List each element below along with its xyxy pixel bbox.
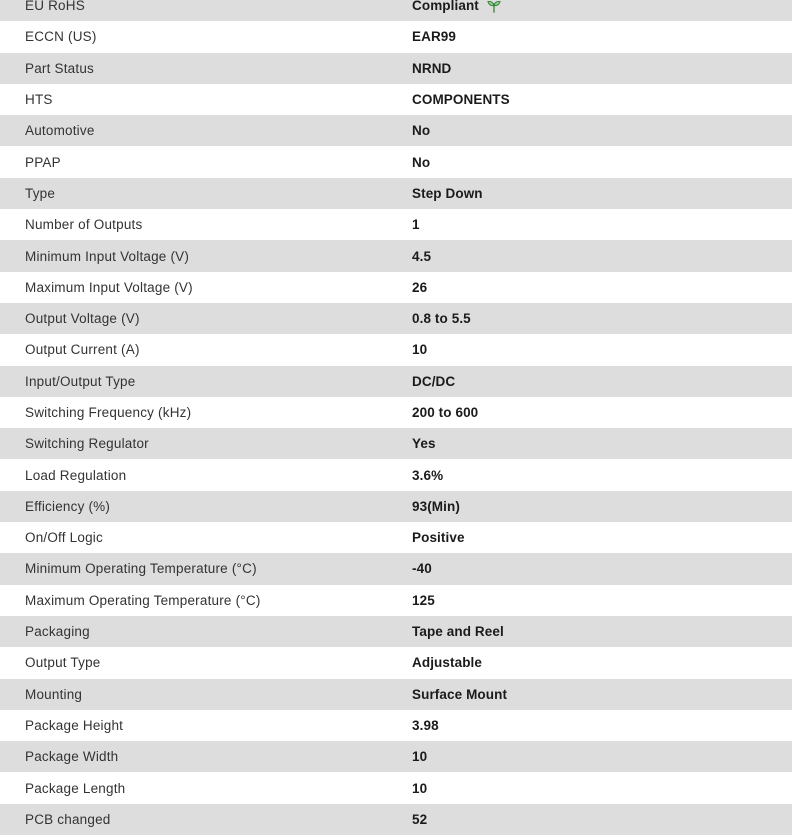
spec-value-cell	[412, 687, 792, 702]
spec-row	[0, 240, 792, 271]
spec-row	[0, 115, 792, 146]
spec-value: Step Down	[412, 185, 483, 201]
spec-value: 3.98	[412, 717, 439, 733]
spec-value-cell	[412, 0, 792, 13]
spec-row	[0, 679, 792, 710]
spec-label: Mounting	[25, 686, 83, 702]
spec-row	[0, 366, 792, 397]
spec-value-cell	[412, 123, 792, 138]
spec-label: Output Current (A)	[25, 342, 140, 358]
spec-value-cell	[412, 405, 792, 420]
spec-row	[0, 397, 792, 428]
spec-label: Output Voltage (V)	[25, 311, 140, 327]
spec-value-cell	[412, 593, 792, 608]
spec-row	[0, 616, 792, 647]
spec-value-cell	[412, 468, 792, 483]
spec-row	[0, 804, 792, 835]
spec-label: Load Regulation	[25, 467, 127, 483]
spec-value: NRND	[412, 60, 452, 76]
spec-value: Tape and Reel	[412, 624, 504, 640]
spec-label: Package Length	[25, 780, 126, 796]
spec-value: 125	[412, 592, 435, 608]
spec-label: PCB changed	[25, 811, 111, 827]
spec-value: No	[412, 123, 431, 139]
spec-row	[0, 710, 792, 741]
spec-value-cell	[412, 561, 792, 576]
spec-value-cell	[412, 499, 792, 514]
spec-value-cell	[412, 530, 792, 545]
spec-row	[0, 553, 792, 584]
spec-label: Package Width	[25, 749, 119, 765]
spec-value-cell	[412, 812, 792, 827]
spec-value: 1	[412, 217, 420, 233]
spec-value-cell	[412, 624, 792, 639]
spec-label: Number of Outputs	[25, 217, 143, 233]
spec-row	[0, 491, 792, 522]
rohs-leaf-icon	[487, 0, 501, 13]
spec-value-cell	[412, 280, 792, 295]
spec-label: On/Off Logic	[25, 530, 103, 546]
spec-label: EU RoHS	[25, 0, 85, 14]
spec-value-cell	[412, 155, 792, 170]
spec-label: Efficiency (%)	[25, 498, 111, 514]
spec-label: Type	[25, 185, 56, 201]
spec-row	[0, 53, 792, 84]
spec-row	[0, 178, 792, 209]
spec-row	[0, 459, 792, 490]
spec-value: 200 to 600	[412, 405, 479, 420]
spec-value: Compliant	[412, 0, 479, 14]
spec-label: Part Status	[25, 60, 94, 76]
spec-row	[0, 772, 792, 803]
spec-value: Yes	[412, 436, 436, 452]
spec-row	[0, 428, 792, 459]
spec-value: 3.6%	[412, 467, 444, 483]
spec-row	[0, 741, 792, 772]
spec-label: Minimum Input Voltage (V)	[25, 248, 190, 264]
spec-value-cell	[412, 655, 792, 670]
spec-value: 10	[412, 342, 428, 358]
spec-value: Adjustable	[412, 655, 483, 671]
spec-row	[0, 84, 792, 115]
spec-label: Input/Output Type	[25, 373, 136, 389]
spec-value-cell	[412, 781, 792, 796]
spec-value: Surface Mount	[412, 686, 508, 702]
spec-value: DC/DC	[412, 373, 456, 389]
spec-label: Switching Frequency (kHz)	[25, 405, 192, 420]
spec-value-cell	[412, 342, 792, 357]
spec-value: 10	[412, 780, 428, 796]
spec-value: 10	[412, 749, 428, 765]
spec-value: Positive	[412, 530, 465, 546]
spec-row	[0, 209, 792, 240]
spec-value: 52	[412, 811, 428, 827]
spec-value: No	[412, 154, 431, 170]
spec-value: EAR99	[412, 29, 457, 45]
spec-value: -40	[412, 561, 432, 577]
spec-value-cell	[412, 374, 792, 389]
spec-label: Package Height	[25, 717, 124, 733]
spec-value-cell	[412, 749, 792, 764]
spec-row	[0, 0, 792, 21]
spec-label: PPAP	[25, 154, 61, 170]
spec-value-cell	[412, 61, 792, 76]
spec-row	[0, 334, 792, 365]
spec-value: 4.5	[412, 248, 432, 264]
spec-row	[0, 303, 792, 334]
spec-label: Automotive	[25, 123, 95, 139]
spec-value: 0.8 to 5.5	[412, 311, 471, 327]
spec-label: Switching Regulator	[25, 436, 149, 452]
spec-label: Maximum Operating Temperature (°C)	[25, 592, 261, 608]
spec-label: Minimum Operating Temperature (°C)	[25, 561, 257, 577]
spec-value-cell	[412, 311, 792, 326]
spec-value-cell	[412, 92, 792, 107]
spec-row	[0, 21, 792, 52]
spec-value: 26	[412, 279, 428, 295]
spec-label: Output Type	[25, 655, 101, 671]
spec-value: COMPONENTS	[412, 92, 510, 108]
spec-row	[0, 146, 792, 177]
spec-value-cell	[412, 186, 792, 201]
spec-value-cell	[412, 718, 792, 733]
spec-value-cell	[412, 436, 792, 451]
spec-value: 93(Min)	[412, 498, 460, 514]
spec-label: Packaging	[25, 624, 90, 640]
spec-value-cell	[412, 29, 792, 44]
spec-label: HTS	[25, 92, 53, 108]
spec-row	[0, 522, 792, 553]
spec-label: ECCN (US)	[25, 29, 97, 45]
spec-row	[0, 647, 792, 678]
spec-value-cell	[412, 249, 792, 264]
spec-row	[0, 585, 792, 616]
spec-label: Maximum Input Voltage (V)	[25, 279, 193, 295]
spec-value-cell	[412, 217, 792, 232]
spec-row	[0, 272, 792, 303]
